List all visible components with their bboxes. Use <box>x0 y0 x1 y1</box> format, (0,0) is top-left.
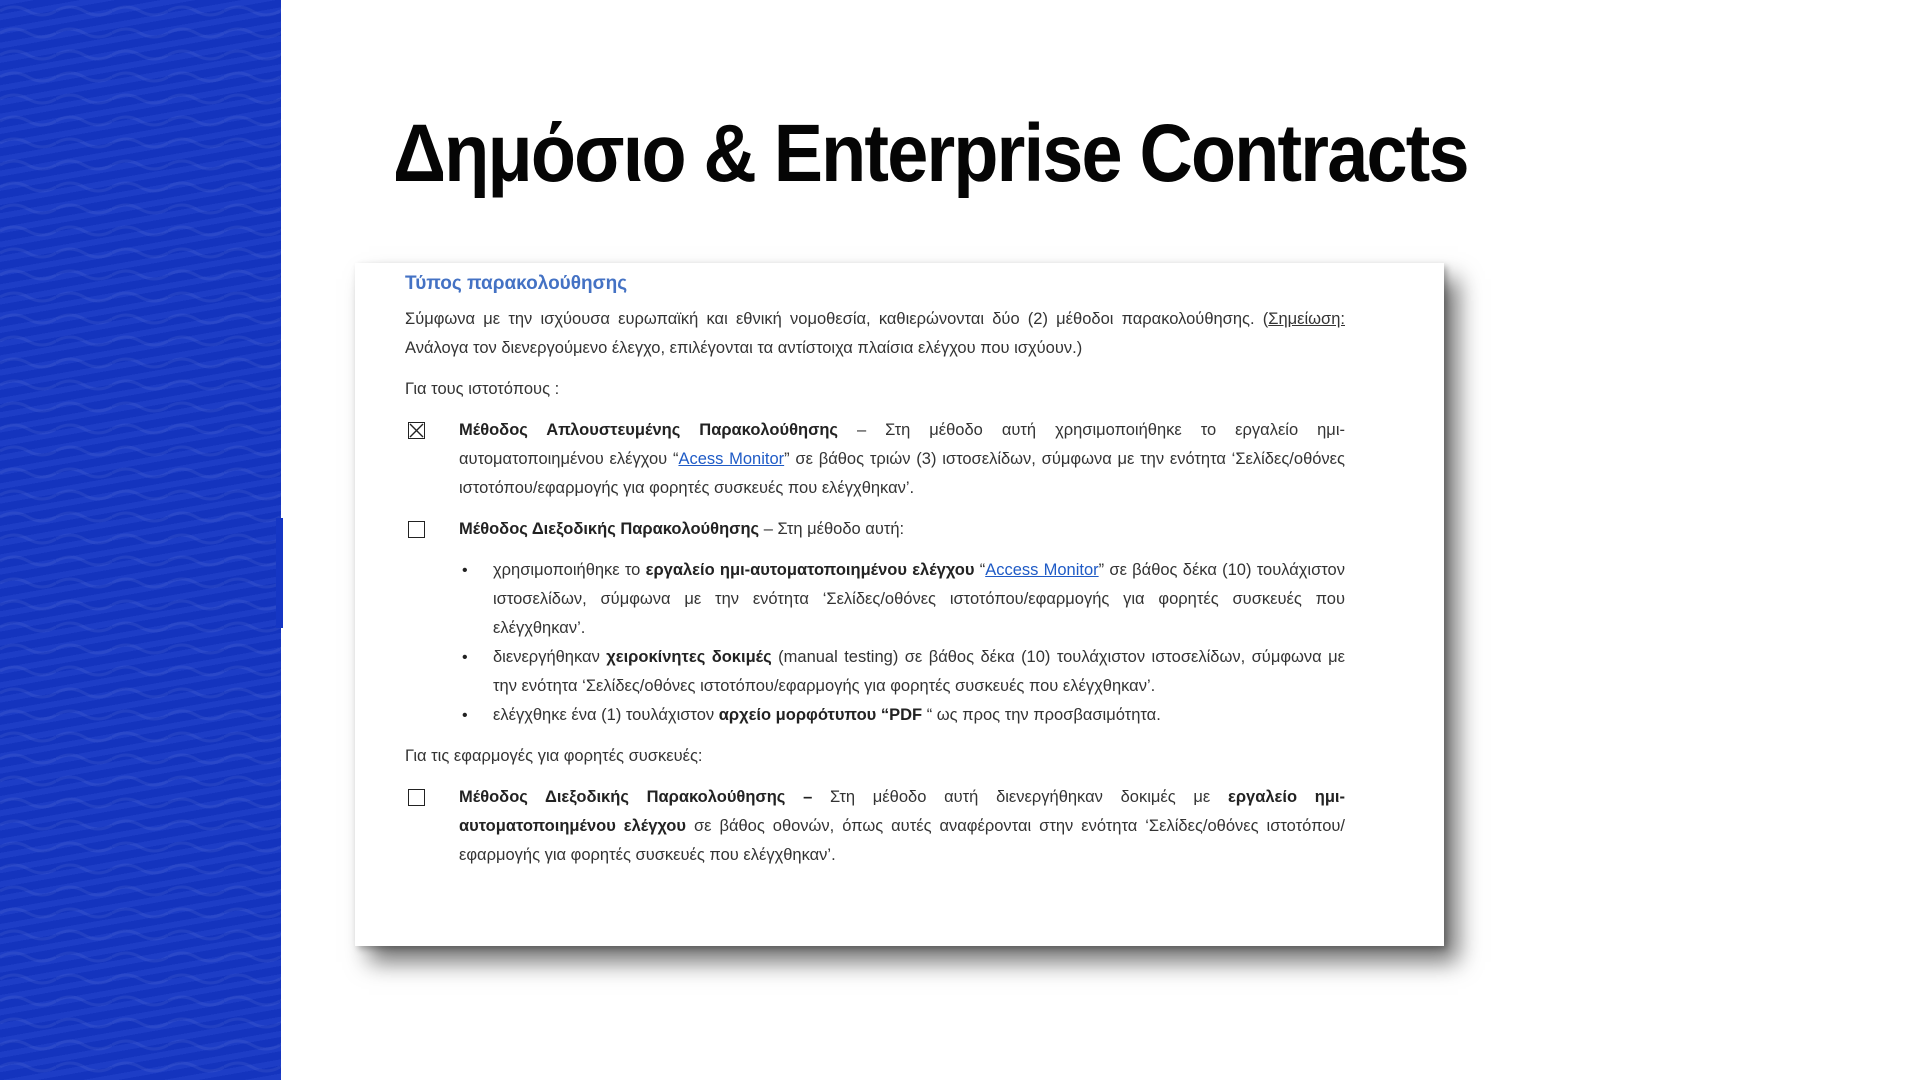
wave-pattern <box>0 0 281 1080</box>
checkbox-unchecked-icon[interactable] <box>408 521 425 538</box>
apps-text-a: Στη μέθοδο αυτή διενεργήθηκαν δοκιμές με <box>812 788 1228 806</box>
checkbox-unchecked-icon[interactable] <box>408 789 425 806</box>
b2-bold: χειροκίνητες δοκιμές <box>606 648 772 666</box>
b1-text-b: “ <box>974 561 986 579</box>
b1-text-a: χρησιμοποιήθηκε το <box>493 561 646 579</box>
apps-detailed-method-option <box>405 783 1345 870</box>
intro-note-label: Σημείωση: <box>1268 310 1345 328</box>
bullet-icon: • <box>462 707 468 724</box>
apps-label: Για τις εφαρμογές για φορητές συσκευές: <box>405 747 703 765</box>
checkbox-checked-icon[interactable] <box>408 422 425 439</box>
detailed-method-text <box>459 515 1345 544</box>
b3-text-b: “ ως προς την προσβασιμότητα. <box>922 706 1161 724</box>
simplified-method-text <box>459 416 1345 503</box>
intro-paragraph <box>405 305 1345 363</box>
apps-bold: εργαλείο ημι-αυτοματοποιημένου ελέγχου <box>459 788 1345 835</box>
b2-text-a: διενεργήθηκαν <box>493 648 607 666</box>
detailed-method-bullets <box>405 556 1345 730</box>
side-band-notch <box>276 518 283 628</box>
doc-heading: Τύπος παρακολούθησης <box>405 273 628 294</box>
access-monitor-link-2[interactable]: Access Monitor <box>985 561 1099 579</box>
list-item <box>462 701 1345 730</box>
bullet-text-1 <box>493 556 1345 643</box>
document-screenshot <box>355 263 1444 946</box>
decorative-side-band <box>0 0 281 1080</box>
intro-text: Σύμφωνα με την ισχύουσα ευρωπαϊκή και εθνική νομοθεσία, καθιερώνονται δύο (2) μέθοδοι παρακολούθησης. ( <box>405 310 1269 328</box>
simplified-text-b: ” σε βάθος τριών (3) ιστοσελίδων, σύμφωνα με την ενότητα ‘Σελίδες/οθόνες ιστοτόπου/εφαρμογής για φορητές συσκευές που ελέγχθηκαν’. <box>459 450 1345 497</box>
document-body <box>405 271 1345 870</box>
b3-bold: αρχείο μορφότυπου “PDF <box>718 706 923 724</box>
detailed-method-option <box>405 515 1345 544</box>
apps-detailed-title: Μέθοδος Διεξοδικής Παρακολούθησης – <box>459 788 813 806</box>
list-item <box>462 643 1346 701</box>
intro-text-cont: Ανάλογα τον διενεργούμενο έλεγχο, επιλέγονται τα αντίστοιχα πλαίσια ελέγχου που ισχύουν.) <box>405 339 1083 357</box>
detailed-method-title: Μέθοδος Διεξοδικής Παρακολούθησης <box>459 520 760 538</box>
detailed-method-desc: – Στη μέθοδο αυτή: <box>759 520 905 538</box>
bullet-icon: • <box>462 649 468 666</box>
simplified-text-a: – Στη μέθοδο αυτή χρησιμοποιήθηκε το εργαλείο ημι-αυτοματοποιημένου ελέγχου “ <box>459 421 1345 468</box>
b1-bold: εργαλείο ημι-αυτοματοποιημένου ελέγχου <box>645 561 975 579</box>
b3-text-a: ελέγχθηκε ένα (1) τουλάχιστον <box>493 706 719 724</box>
bullet-text-2 <box>493 643 1345 701</box>
access-monitor-link[interactable]: Acess Monitor <box>678 450 785 468</box>
list-item <box>462 556 1345 643</box>
b2-text-b: (manual testing) σε βάθος δέκα (10) τουλάχιστον ιστοσελίδων, σύμφωνα με την ενότητα ‘Σελίδες/οθόνες ιστοτόπου/εφαρμογής για φορητές συσκευές που ελέγχθηκαν’. <box>493 648 1346 695</box>
apps-text-b: σε βάθος οθονών, όπως αυτές αναφέρονται στην ενότητα ‘Σελίδες/οθόνες ιστοτόπου/εφαρμογής για φορητές συσκευές που ελέγχθηκαν’. <box>459 817 1346 864</box>
simplified-method-option <box>405 416 1345 503</box>
bullet-text-3 <box>493 701 1345 730</box>
b1-text-c: ” σε βάθος δέκα (10) τουλάχιστον ιστοσελίδων, σύμφωνα με την ενότητα ‘Σελίδες/οθόνες ιστοτόπου/εφαρμογής για φορητές συσκευές που ελέγχθηκαν’. <box>493 561 1345 637</box>
apps-detailed-method-text <box>459 783 1345 870</box>
slide-title: Δημόσιο & Enterprise Contracts <box>393 108 1468 199</box>
websites-label: Για τους ιστοτόπους : <box>405 380 560 398</box>
simplified-method-title: Μέθοδος Απλουστευμένης Παρακολούθησης <box>459 421 839 439</box>
bullet-icon: • <box>462 562 468 579</box>
